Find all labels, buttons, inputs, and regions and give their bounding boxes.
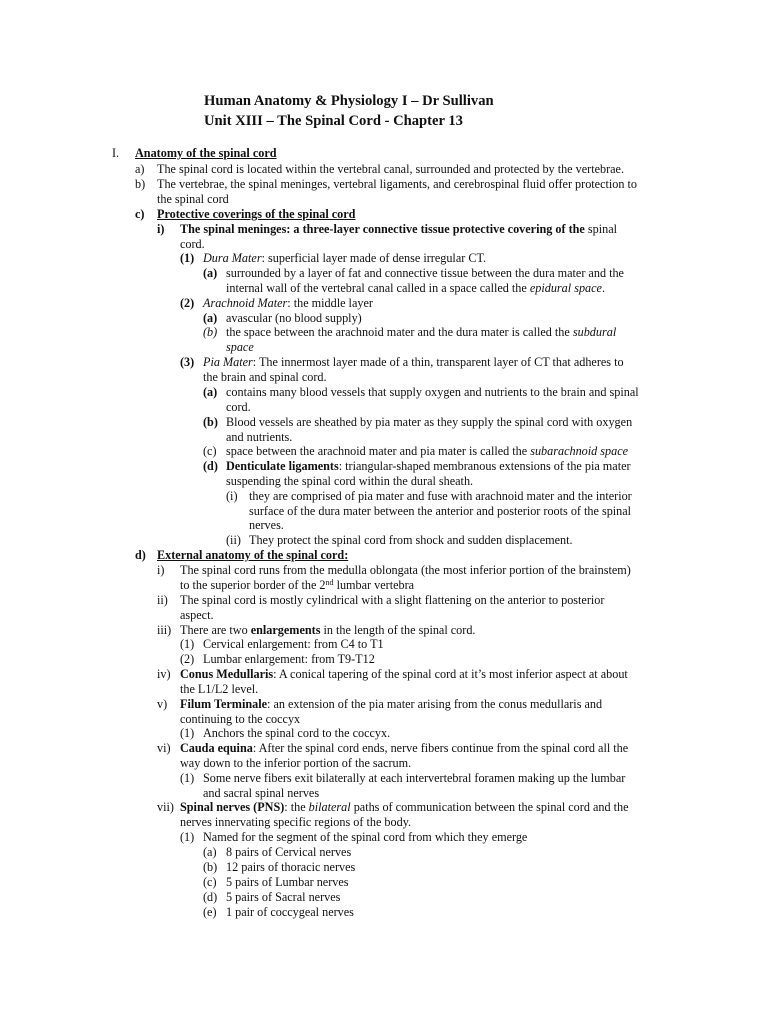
document-subtitle: Unit XIII – The Spinal Cord - Chapter 13 — [204, 113, 463, 129]
term: Spinal nerves (PNS) — [180, 800, 285, 814]
list-item-text — [203, 251, 486, 266]
subsection-heading: Protective coverings of the spinal cord — [157, 207, 356, 221]
list-marker: (2) — [180, 296, 195, 310]
list-marker: iv) — [157, 667, 171, 681]
text: lumbar vertebra — [333, 578, 415, 592]
list-marker: (b) — [203, 860, 218, 874]
list-marker: v) — [157, 697, 168, 711]
term: The spinal meninges: a three-layer connective tissue protective covering of the — [180, 222, 585, 236]
text: : triangular-shaped membranous extensions of the pia mater — [338, 459, 631, 473]
list-marker: (1) — [180, 830, 195, 844]
text: spinal — [584, 222, 618, 236]
document-title: Human Anatomy & Physiology I – Dr Sullivan — [204, 93, 494, 109]
term: bilateral — [308, 800, 351, 814]
superscript: nd — [325, 578, 334, 587]
term: Cauda equina — [180, 741, 253, 755]
list-marker: (a) — [203, 385, 218, 399]
text: : an extension of the pia mater arising from the conus medullaris and — [267, 697, 603, 711]
list-item-text: Lumbar enlargement: from T9-T12 — [203, 652, 375, 666]
list-item-text — [226, 444, 628, 459]
list-item-text: they are comprised of pia mater and fuse with arachnoid mater and the interior — [249, 489, 632, 503]
list-item-text: nerves. — [249, 518, 284, 532]
list-marker: b) — [135, 177, 146, 191]
text: the space between the arachnoid mater and the dura mater is called the — [226, 325, 573, 339]
list-item-text — [180, 697, 602, 712]
subsection-heading: External anatomy of the spinal cord: — [157, 548, 349, 562]
text: . — [601, 281, 606, 295]
list-marker: i) — [157, 222, 165, 236]
list-marker: (e) — [203, 905, 217, 919]
text: in the length of the spinal cord. — [320, 623, 476, 637]
text: : the middle layer — [287, 296, 373, 310]
list-marker: (a) — [203, 845, 217, 859]
list-item-text — [226, 281, 605, 296]
list-item-text: and sacral spinal nerves — [203, 786, 320, 800]
list-item-text: The spinal cord is located within the vertebral canal, surrounded and protected by the vertebrae. — [157, 162, 625, 176]
text: internal wall of the vertebral canal called in a space called the — [226, 281, 530, 295]
list-item-text: cord. — [180, 237, 205, 251]
list-marker: (d) — [203, 890, 218, 904]
text: paths of communication between the spinal cord and the — [350, 800, 629, 814]
list-item-text: 8 pairs of Cervical nerves — [226, 845, 352, 859]
list-marker: (i) — [226, 489, 238, 503]
list-item-text: 1 pair of coccygeal nerves — [226, 905, 354, 919]
list-marker: (a) — [203, 266, 218, 280]
list-item-text — [180, 667, 628, 682]
list-item-text: continuing to the coccyx — [180, 712, 301, 726]
list-marker: d) — [135, 548, 146, 562]
text: : the — [284, 800, 309, 814]
list-item-text: way down to the inferior portion of the sacrum. — [180, 756, 412, 770]
list-item-text: 12 pairs of thoracic nerves — [226, 860, 356, 874]
list-item-text: and nutrients. — [226, 430, 293, 444]
term: Dura Mater — [203, 251, 262, 265]
list-item-text: the L1/L2 level. — [180, 682, 259, 696]
list-marker: a) — [135, 162, 145, 176]
list-item-text: The spinal cord is mostly cylindrical with a slight flattening on the anterior to posterior — [180, 593, 605, 607]
list-item-text: avascular (no blood supply) — [226, 311, 362, 325]
list-marker: c) — [135, 207, 145, 221]
list-marker: (1) — [180, 251, 195, 265]
list-item-text: the spinal cord — [157, 192, 229, 206]
list-item-text — [180, 222, 617, 237]
text: There are two — [180, 623, 251, 637]
list-marker: vii) — [157, 800, 174, 814]
section-heading: Anatomy of the spinal cord — [135, 146, 277, 160]
list-marker: (1) — [180, 726, 195, 740]
list-marker: (3) — [180, 355, 195, 369]
list-item-text — [180, 741, 628, 756]
term: epidural space — [529, 281, 602, 295]
list-marker: (b) — [203, 415, 218, 429]
list-item-text: 5 pairs of Lumbar nerves — [226, 875, 349, 889]
term: enlargements — [250, 623, 321, 637]
list-item-text — [203, 355, 624, 370]
list-marker: (d) — [203, 459, 218, 473]
term: Pia Mater — [203, 355, 253, 369]
list-marker: i) — [157, 563, 165, 577]
term: Conus Medullaris — [180, 667, 274, 681]
list-item-text: Cervical enlargement: from C4 to T1 — [203, 637, 384, 651]
list-item-text: suspending the spinal cord within the dural sheath. — [226, 474, 474, 488]
list-item-text: Blood vessels are sheathed by pia mater as they supply the spinal cord with oxygen — [226, 415, 633, 429]
list-item-text: aspect. — [180, 608, 214, 622]
list-marker: ii) — [157, 593, 168, 607]
list-item-text: Some nerve fibers exit bilaterally at each intervertebral foramen making up the lumbar — [203, 771, 626, 785]
list-item-text — [226, 325, 616, 340]
list-item-text — [203, 296, 373, 311]
list-item-text: Anchors the spinal cord to the coccyx. — [203, 726, 391, 740]
list-item-text: contains many blood vessels that supply oxygen and nutrients to the brain and spinal — [226, 385, 639, 399]
section-number: I. — [112, 146, 120, 160]
list-item-text — [180, 578, 414, 593]
list-marker: vi) — [157, 741, 171, 755]
list-marker: (1) — [180, 771, 195, 785]
list-item-text: surrounded by a layer of fat and connective tissue between the dura mater and the — [226, 266, 624, 280]
text: : A conical tapering of the spinal cord at it’s most inferior aspect at about — [273, 667, 628, 681]
list-item-text — [180, 800, 629, 815]
list-item-text: the brain and spinal cord. — [203, 370, 327, 384]
list-item-text: Named for the segment of the spinal cord from which they emerge — [203, 830, 528, 844]
list-item-text: 5 pairs of Sacral nerves — [226, 890, 341, 904]
list-marker: iii) — [157, 623, 172, 637]
term: Arachnoid Mater — [203, 296, 288, 310]
list-marker: (b) — [203, 325, 218, 339]
list-item-text: nerves innervating specific regions of the body. — [180, 815, 412, 829]
list-marker: (ii) — [226, 533, 241, 547]
list-item-text — [180, 623, 475, 638]
list-item-text: The vertebrae, the spinal meninges, vertebral ligaments, and cerebrospinal fluid offer protection to — [157, 177, 637, 191]
list-item-text — [226, 459, 631, 474]
text: : superficial layer made of dense irregular CT. — [261, 251, 487, 265]
list-marker: (1) — [180, 637, 195, 651]
list-item-text: The spinal cord runs from the medulla oblongata (the most inferior portion of the brainstem) — [180, 563, 631, 577]
list-marker: (c) — [203, 444, 217, 458]
list-marker: (a) — [203, 311, 218, 325]
term: Denticulate ligaments — [226, 459, 339, 473]
term: Filum Terminale — [180, 697, 268, 711]
text: : After the spinal cord ends, nerve fibers continue from the spinal cord all the — [252, 741, 629, 755]
text: : The innermost layer made of a thin, transparent layer of CT that adheres to — [252, 355, 624, 369]
text: to the superior border of the 2 — [180, 578, 326, 592]
list-marker: (2) — [180, 652, 195, 666]
text: space between the arachnoid mater and pia mater is called the — [226, 444, 531, 458]
list-item-text: space — [226, 340, 254, 354]
term: subdural — [572, 325, 617, 339]
list-item-text: cord. — [226, 400, 251, 414]
list-marker: (c) — [203, 875, 217, 889]
list-item-text: They protect the spinal cord from shock and sudden displacement. — [249, 533, 573, 547]
term: subarachnoid space — [530, 444, 629, 458]
list-item-text: surface of the dura mater between the anterior and posterior roots of the spinal — [249, 504, 632, 518]
